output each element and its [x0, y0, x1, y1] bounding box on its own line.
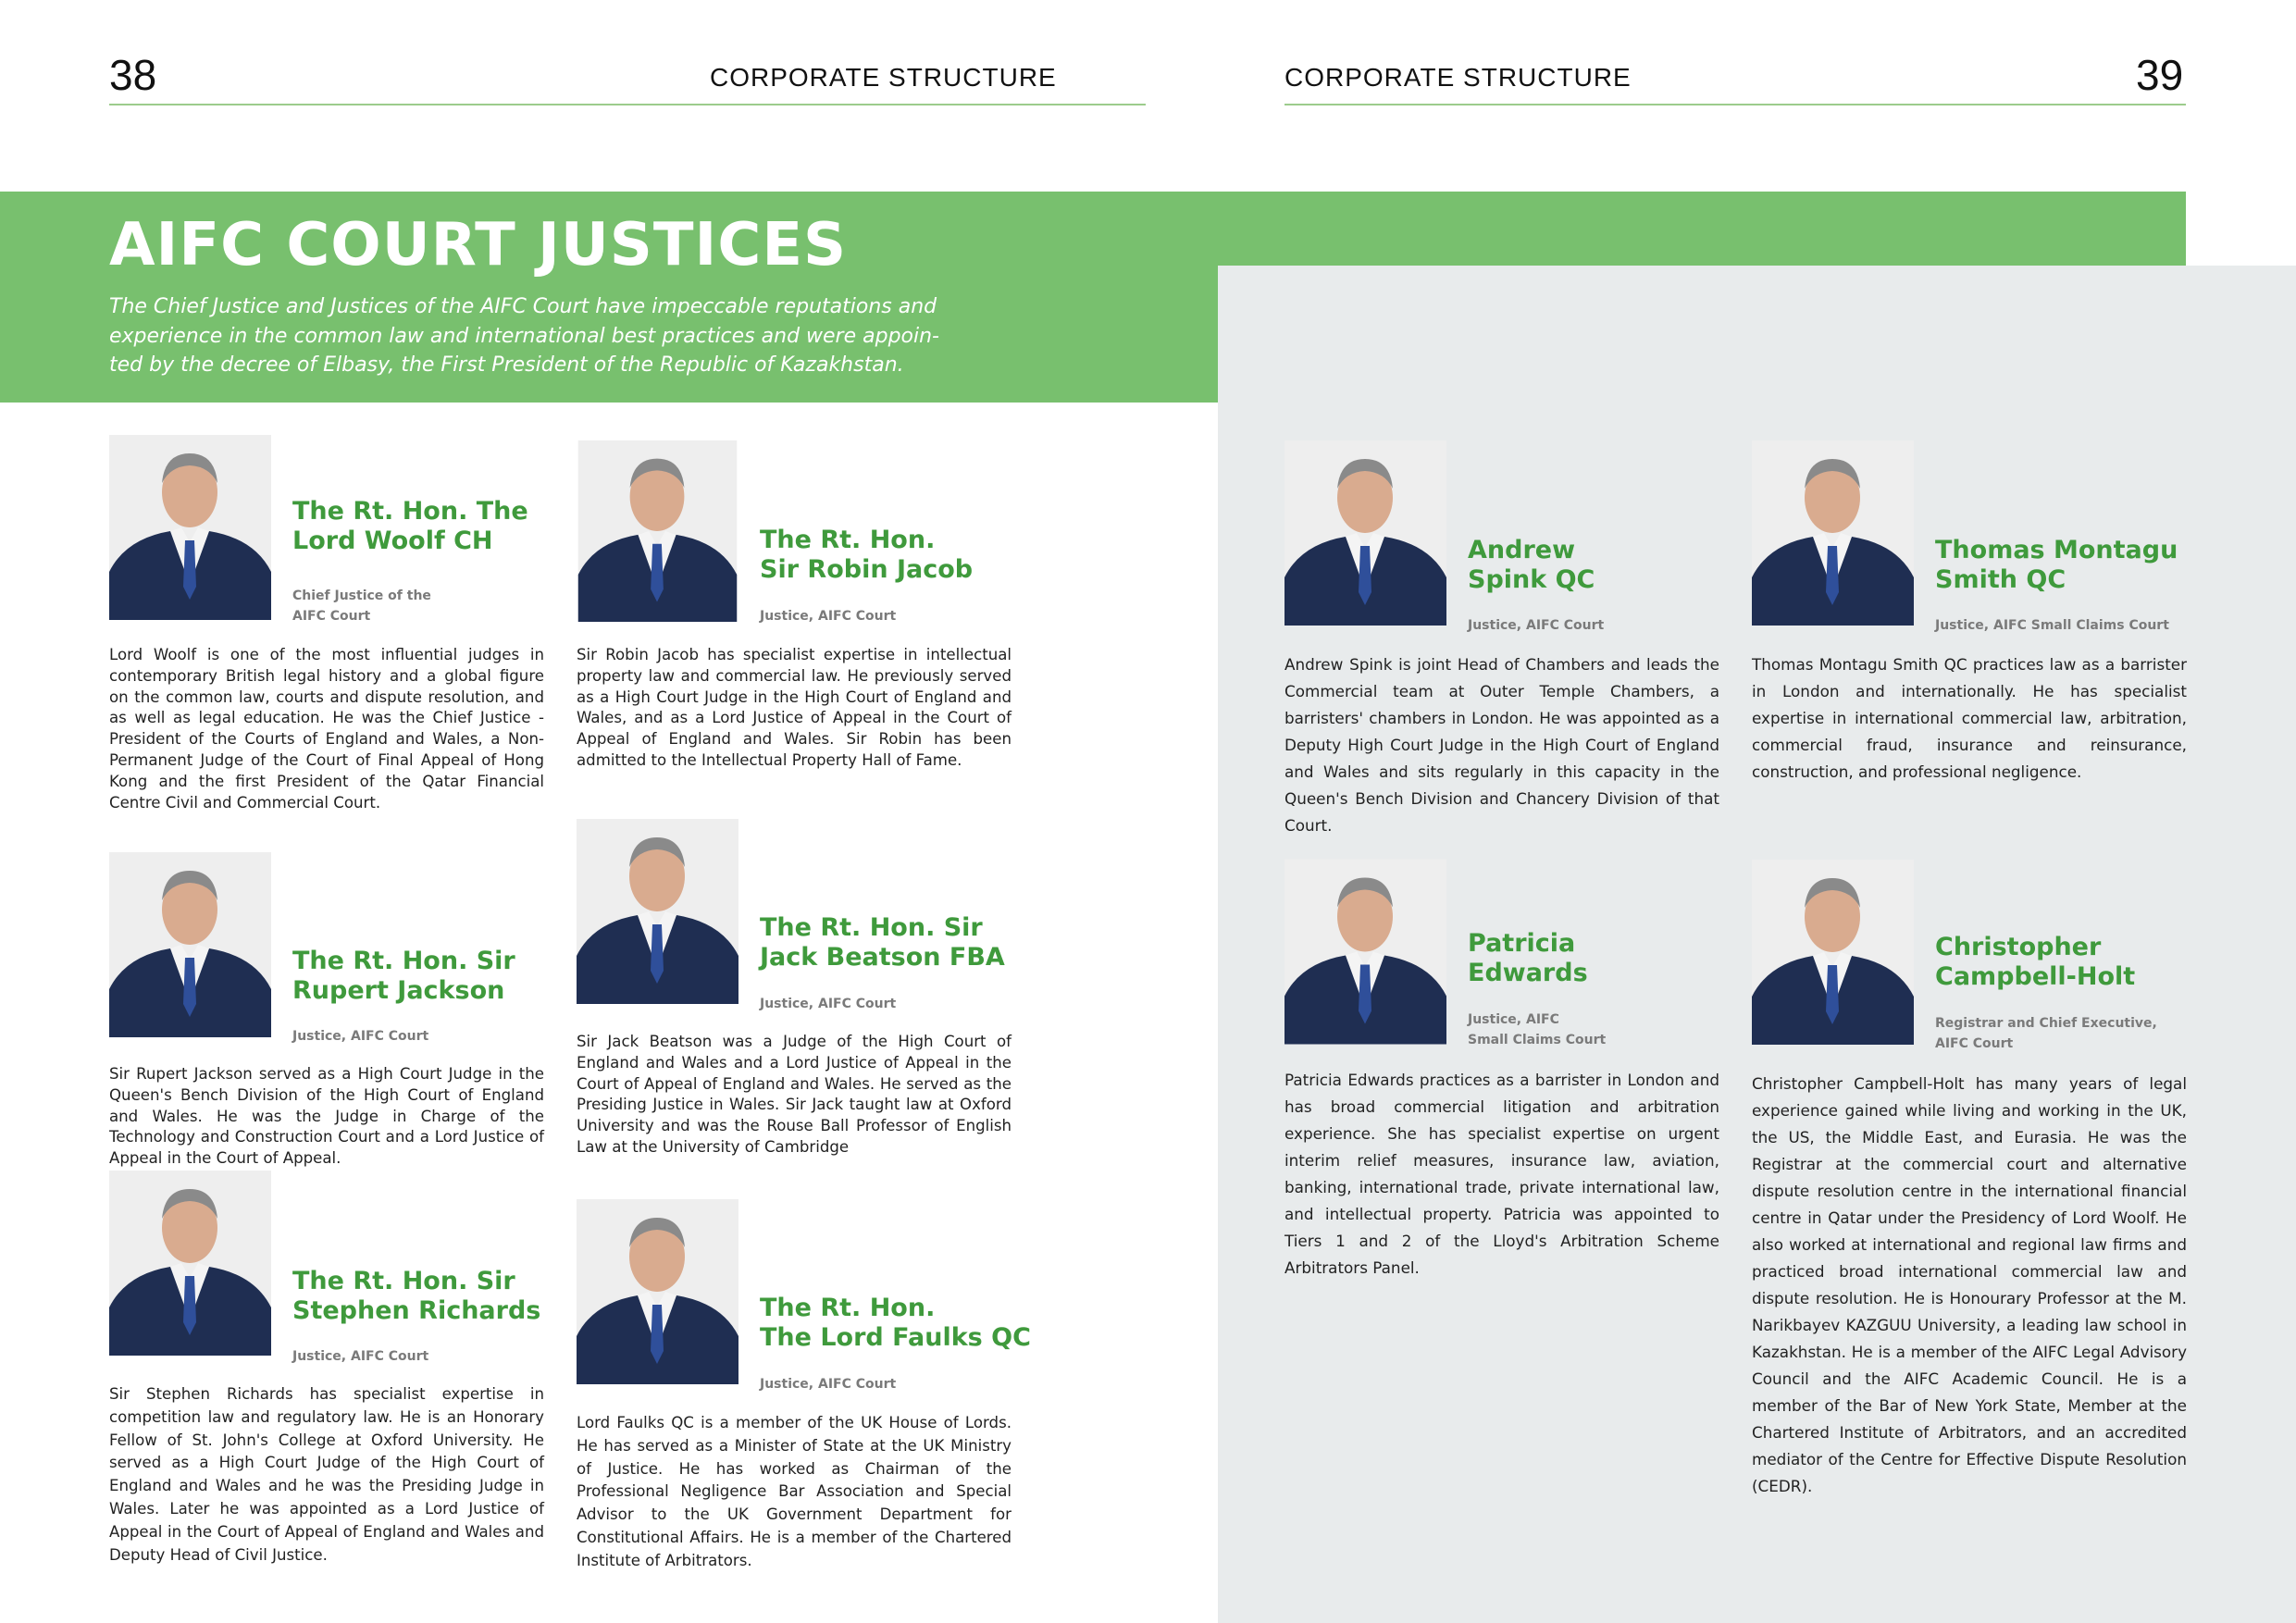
justice-name: The Rt. Hon. Sir Rupert Jackson — [292, 947, 515, 1005]
justice-role: Justice, AIFC Court — [760, 609, 897, 624]
portrait-lord-faulks — [577, 1194, 738, 1390]
portrait-patricia-edwards — [1285, 856, 1446, 1047]
justice-role: Justice, AIFC Court — [292, 1029, 429, 1044]
justice-name: The Rt. Hon. Sir Robin Jacob — [760, 526, 974, 584]
justice-role: Justice, AIFC Small Claims Court — [1468, 1012, 1607, 1047]
portrait-robin-jacob — [577, 440, 738, 622]
right-page-number: 39 — [2136, 51, 2184, 99]
intro-line: ted by the decree of Elbasy, the First President of the Republic of Kazakhstan. — [109, 353, 904, 377]
portrait-lord-woolf — [109, 433, 271, 622]
justice-role: Justice, AIFC Court — [292, 1349, 429, 1364]
left-page-number: 38 — [109, 51, 157, 99]
justice-name: The Rt. Hon. The Lord Faulks QC — [760, 1294, 1031, 1352]
justice-name: Patricia Edwards — [1468, 929, 1588, 987]
justice-bio: Andrew Spink is joint Head of Chambers and leads the Commercial team at Outer Temple Chambers, a barristers' chambers in London. He was appointed as a Deputy High Court Judge in the High Court of England and Wales and sits regularly in this capacity in the Queen's Bench Division and Chancery Division of that Court. — [1285, 655, 1719, 835]
justice-bio: Sir Stephen Richards has specialist expertise in competition law and regulatory law. He is an Honorary Fellow of St. John's College at Oxford University. He served as a High Court Judge of the High Court of England and Wales and he was the Presiding Judge in Wales. Later he was appointed as a Lord Justice of Appeal in the Court of Appeal of England and Wales and Deputy Head of Civil Justice. — [109, 1385, 544, 1564]
intro-line: The Chief Justice and Justices of the AIFC Court have impeccable reputations and — [109, 295, 937, 318]
justice-name: Thomas Montagu Smith QC — [1935, 536, 2178, 594]
intro-line: experience in the common law and international best practices and were appoin- — [109, 324, 939, 348]
justice-bio: Sir Rupert Jackson served as a High Court Judge in the Queen's Bench Division of the High Court of England and Wales. He was the Judge in Charge of the Technology and Construction Court and a Lord Justice of Appeal in the Court of Appeal. — [109, 1065, 544, 1168]
justice-name: The Rt. Hon. Sir Jack Beatson FBA — [760, 913, 1005, 972]
justice-bio: Thomas Montagu Smith QC practices law as a barrister in London and internationally. He has specialist expertise in international commercial law, arbitration, commercial fraud, insurance and reinsurance, construction, and professional negligence. — [1752, 655, 2187, 781]
justice-role: Registrar and Chief Executive, AIFC Court — [1935, 1016, 2157, 1051]
justice-role: Justice, AIFC Court — [1468, 618, 1605, 633]
left-section-title: CORPORATE STRUCTURE — [710, 63, 1057, 92]
justice-bio: Lord Woolf is one of the most influential judges in contemporary British legal history and a global figure on the common law, courts and dispute resolution, and as well as legal education. He was the Chief Justice - President of the Courts of England and Wales, a Non-Permanent Judge of the Court of Final Appeal of Hong Kong and the first President of the Qatar Financial Centre Civil and Commercial Court. — [109, 646, 544, 812]
justice-bio: Patricia Edwards practices as a barrister in London and has broad commercial litigation and arbitration experience. She has specialist expertise on urgent interim relief measures, insurance law, aviation, banking, international trade, private international law, and intellectual property. Patricia was appointed to Tiers 1 and 2 of the Lloyd's Arbitration Scheme Arbitrators Panel. — [1285, 1071, 1719, 1277]
justice-bio: Sir Robin Jacob has specialist expertise in intellectual property law and commercial law. He previously served as a High Court Judge in the High Court of England and Wales, and as a Lord Justice of Appeal in the Court of Appeal of England and Wales. Sir Robin has been admitted to the Intellectual Property Hall of Fame. — [577, 646, 1011, 769]
justice-bio: Christopher Campbell-Holt has many years of legal experience gained while living and working in the UK, the US, the Middle East, and Eurasia. He was the Registrar at the commercial court and alternative dispute resolution centre in the international financial centre in Qatar under the Presidency of Lord Woolf. He also worked at international and regional law firms and practiced broad international commercial law and dispute resolution. He is Honourary Professor at the M. Narikbayev KAZGUU University, a leading law school in Kazakhstan. He is a member of the AIFC Legal Advisory Council and the AIFC Academic Council. He is a member of the Bar of New York State, Member at the Chartered Institute of Arbitrators, and an accredited mediator of the Centre for Effective Dispute Resolution (CEDR). — [1752, 1074, 2187, 1495]
portrait-stephen-richards — [109, 1164, 271, 1362]
justice-role: Justice, AIFC Court — [760, 997, 897, 1011]
portrait-rupert-jackson — [109, 847, 271, 1043]
intro-text — [109, 292, 979, 380]
justice-role: Justice, AIFC Small Claims Court — [1935, 618, 2169, 633]
justice-name: Andrew Spink QC — [1468, 536, 1595, 594]
portrait-andrew-spink — [1285, 435, 1446, 631]
justice-name: The Rt. Hon. Sir Stephen Richards — [292, 1267, 541, 1325]
left-header-rule — [109, 104, 1146, 105]
portrait-thomas-montagu-smith — [1752, 435, 1914, 631]
justice-name: The Rt. Hon. The Lord Woolf CH — [292, 497, 528, 555]
justice-bio: Sir Jack Beatson was a Judge of the High Court of England and Wales and a Lord Justice of Appeal in the Court of Appeal of England and Wales. He served as the Presiding Justice in Wales. Sir Jack taught law at Oxford University and was the Rouse Ball Professor of English Law at the University of Cambridge — [577, 1033, 1011, 1156]
portrait-jack-beatson — [577, 814, 738, 1009]
right-header-rule — [1285, 104, 2186, 105]
justice-role: Justice, AIFC Court — [760, 1377, 897, 1392]
portrait-christopher-campbell-holt — [1752, 853, 1914, 1051]
justice-bio: Lord Faulks QC is a member of the UK House of Lords. He has served as a Minister of State at the UK Ministry of Justice. He has worked as Chairman of the Professional Negligence Bar Association and Special Advisor to the UK Government Department for Constitutional Affairs. He is a member of the Chartered Institute of Arbitrators. — [577, 1414, 1011, 1569]
page-title: AIFC COURT JUSTICES — [109, 211, 848, 279]
justice-name: Christopher Campbell-Holt — [1935, 933, 2136, 991]
justice-role: Chief Justice of the AIFC Court — [292, 588, 431, 624]
right-section-title: CORPORATE STRUCTURE — [1285, 63, 1632, 92]
